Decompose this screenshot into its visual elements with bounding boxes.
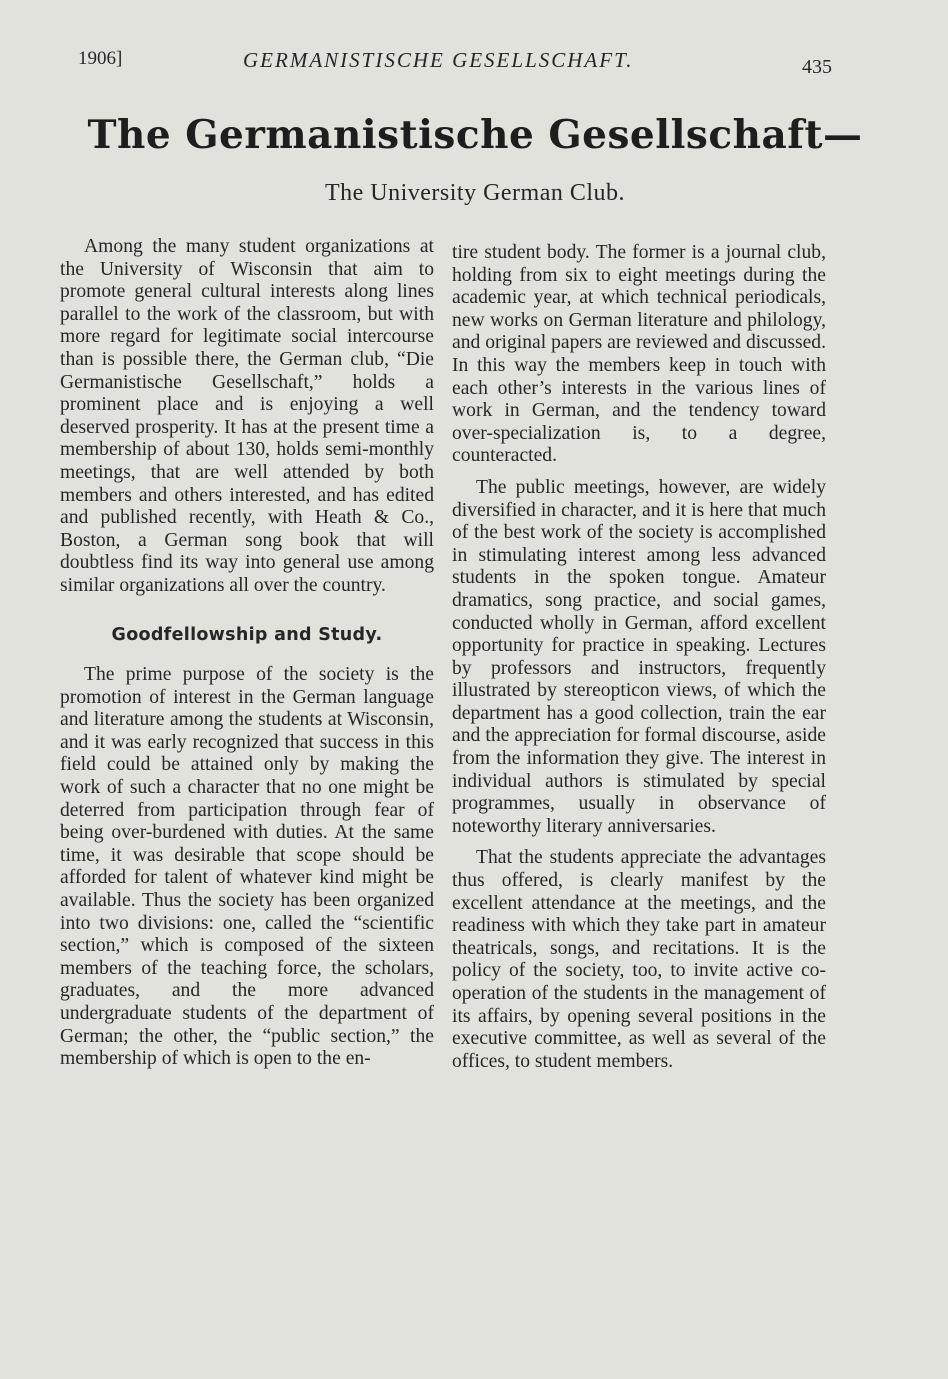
page-number: 435 (802, 56, 832, 78)
left-paragraph-2: The prime purpose of the society is the promotion of interest in the German language and literature among the students at Wisconsin, and it was early recognized that success in this field could be attained only by making the work of such a character that no one might be deterred from participation through fear of being over-burdened with duties. At the same time, it was desirable that scope should be afforded for talent of whatever kind might be available. Thus the society has been organized into two divisions: one, called the “scientific section,” which is composed of the sixteen members of the teaching force, the scholars, graduates, and the more advanced undergraduate students of the department of German; the other, the “public section,” the membership of which is open to the en- (60, 664, 434, 1070)
running-head (78, 46, 838, 80)
running-head-year: 1906] (78, 48, 123, 69)
right-paragraph-2: The public meetings, however, are widely diversified in character, and it is here that much of the best work of the society is accomplished in stimulating interest among less advanced students in the spoken tongue. Amateur dramatics, song practice, and social games, conducted wholly in German, afford excellent opportunity for practice in speaking. Lectures by professors and instructors, frequently illustrated by stereopticon views, of which the department has a good collection, train the ear and the appreciation for formal discourse, aside from the information they give. The interest in individual authors is stimulated by special programmes, usually in observance of noteworthy literary anniversaries. (452, 476, 826, 837)
right-paragraph-3: That the students appreciate the advantages thus offered, is clearly manifest by the excellent attendance at the meetings, and the readiness with which they take part in amateur theatricals, songs, and recitations. It is the policy of the society, too, to invite active co-operation of the students in the management of its affairs, by opening several positions in the executive committee, as well as several of the offices, to student members. (452, 847, 826, 1072)
section-heading: Goodfellowship and Study. (111, 624, 383, 645)
article-subtitle: The University German Club. (324, 180, 626, 206)
right-paragraph-1: tire student body. The former is a journal club, holding from six to eight meetings during the academic year, at which technical periodicals, new works on German literature and philology, and original papers are reviewed and discussed. In this way the members keep in touch with each other’s interests in the various lines of work in German, and the tendency toward over-specialization is, to a degree, counteracted. (452, 242, 826, 467)
right-column (452, 242, 826, 1073)
article-title: The Germanistische Gesellschaft— (87, 112, 863, 158)
running-head-journal-title: GERMANISTISCHE GESELLSCHAFT. (243, 48, 634, 72)
left-column (60, 236, 434, 1071)
left-paragraph-1: Among the many student organizations at the University of Wisconsin that aim to promote general cultural interests along lines parallel to the work of the classroom, but with more regard for legitimate social intercourse than is possible there, the German club, “Die Germanistische Gesellschaft,” holds a prominent place and is enjoying a well deserved prosperity. It has at the present time a membership of about 130, holds semi-monthly meetings, that are well attended by both members and others interested, and has edited and published recently, with Heath & Co., Boston, a German song book that will doubtless find its way into general use among similar organizations all over the country. (60, 236, 434, 596)
